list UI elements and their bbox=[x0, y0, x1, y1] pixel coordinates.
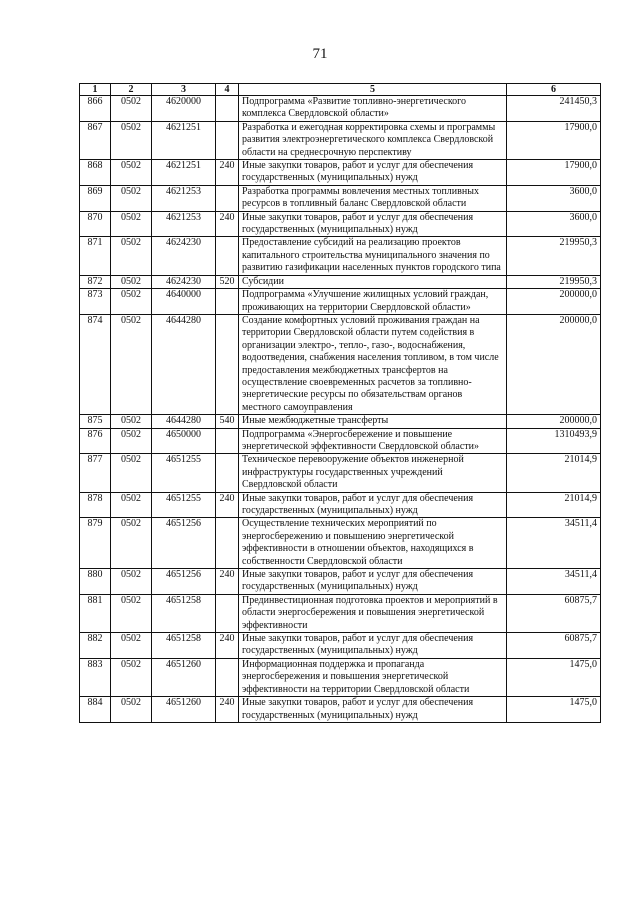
amount-cell: 200000,0 bbox=[507, 415, 601, 428]
amount-cell: 1475,0 bbox=[507, 658, 601, 696]
row-number-cell: 872 bbox=[80, 275, 111, 288]
description-cell: Иные закупки товаров, работ и услуг для обеспечения государственных (муниципальных) нужд bbox=[239, 211, 507, 237]
amount-cell: 34511,4 bbox=[507, 569, 601, 595]
row-number-cell: 877 bbox=[80, 454, 111, 492]
amount-cell: 219950,3 bbox=[507, 237, 601, 275]
expense-type-cell bbox=[216, 185, 239, 211]
section-code-cell: 0502 bbox=[111, 428, 152, 454]
section-code-cell: 0502 bbox=[111, 160, 152, 186]
table-row bbox=[80, 633, 601, 659]
description-cell: Иные закупки товаров, работ и услуг для обеспечения государственных (муниципальных) нужд bbox=[239, 569, 507, 595]
target-code-cell: 4651255 bbox=[152, 454, 216, 492]
row-number-cell: 878 bbox=[80, 492, 111, 518]
target-code-cell: 4651256 bbox=[152, 518, 216, 569]
table-row bbox=[80, 594, 601, 632]
description-cell: Субсидии bbox=[239, 275, 507, 288]
row-number-cell: 884 bbox=[80, 697, 111, 723]
expense-type-cell bbox=[216, 314, 239, 414]
row-number-cell: 867 bbox=[80, 121, 111, 159]
amount-cell: 17900,0 bbox=[507, 121, 601, 159]
section-code-cell: 0502 bbox=[111, 594, 152, 632]
expense-type-cell bbox=[216, 454, 239, 492]
description-cell: Техническое перевооружение объектов инженерной инфраструктуры государственных учреждений Свердловской области bbox=[239, 454, 507, 492]
description-cell: Подпрограмма «Развитие топливно-энергетического комплекса Свердловской области» bbox=[239, 96, 507, 122]
table-row bbox=[80, 658, 601, 696]
header-col-3: 3 bbox=[152, 84, 216, 96]
description-cell: Подпрограмма «Энергосбережение и повышение энергетической эффективности Свердловской области» bbox=[239, 428, 507, 454]
row-number-cell: 870 bbox=[80, 211, 111, 237]
section-code-cell: 0502 bbox=[111, 697, 152, 723]
table-row bbox=[80, 314, 601, 414]
description-cell: Предоставление субсидий на реализацию проектов капитального строительства муниципального значения по развитию газификации населенных пунктов городского типа bbox=[239, 237, 507, 275]
description-cell: Прединвестиционная подготовка проектов и мероприятий в области энергосбережения и повышения энергетической эффективности bbox=[239, 594, 507, 632]
expense-type-cell bbox=[216, 237, 239, 275]
expense-type-cell: 240 bbox=[216, 569, 239, 595]
description-cell: Иные закупки товаров, работ и услуг для обеспечения государственных (муниципальных) нужд bbox=[239, 633, 507, 659]
target-code-cell: 4620000 bbox=[152, 96, 216, 122]
table-row bbox=[80, 454, 601, 492]
row-number-cell: 871 bbox=[80, 237, 111, 275]
target-code-cell: 4640000 bbox=[152, 289, 216, 315]
section-code-cell: 0502 bbox=[111, 454, 152, 492]
amount-cell: 200000,0 bbox=[507, 289, 601, 315]
target-code-cell: 4624230 bbox=[152, 275, 216, 288]
amount-cell: 21014,9 bbox=[507, 454, 601, 492]
description-cell: Разработка программы вовлечения местных топливных ресурсов в топливный баланс Свердловской области bbox=[239, 185, 507, 211]
target-code-cell: 4651256 bbox=[152, 569, 216, 595]
target-code-cell: 4621251 bbox=[152, 121, 216, 159]
target-code-cell: 4621253 bbox=[152, 185, 216, 211]
amount-cell: 219950,3 bbox=[507, 275, 601, 288]
expense-type-cell bbox=[216, 428, 239, 454]
row-number-cell: 866 bbox=[80, 96, 111, 122]
header-col-2: 2 bbox=[111, 84, 152, 96]
expense-type-cell: 240 bbox=[216, 633, 239, 659]
header-col-6: 6 bbox=[507, 84, 601, 96]
target-code-cell: 4644280 bbox=[152, 415, 216, 428]
expense-type-cell: 240 bbox=[216, 160, 239, 186]
section-code-cell: 0502 bbox=[111, 314, 152, 414]
table-row bbox=[80, 569, 601, 595]
target-code-cell: 4621253 bbox=[152, 211, 216, 237]
table-row bbox=[80, 160, 601, 186]
target-code-cell: 4624230 bbox=[152, 237, 216, 275]
description-cell: Осуществление технических мероприятий по энергосбережению и повышению энергетической эффективности в отношении объектов, находящихся в собственности Свердловской области bbox=[239, 518, 507, 569]
table-row bbox=[80, 185, 601, 211]
amount-cell: 60875,7 bbox=[507, 594, 601, 632]
expense-type-cell bbox=[216, 96, 239, 122]
target-code-cell: 4621251 bbox=[152, 160, 216, 186]
budget-table bbox=[79, 83, 601, 723]
expense-type-cell: 240 bbox=[216, 492, 239, 518]
description-cell: Иные межбюджетные трансферты bbox=[239, 415, 507, 428]
description-cell: Создание комфортных условий проживания граждан на территории Свердловской области путем содействия в организации электро-, тепло-, газо-, водоснабжения, водоотведения, снабжения населения топливом, в том числе предоставления межбюджетных трансфертов на осуществление своевременных расчетов за топливно-энергетические ресурсы по обязательствам органов местного самоуправления bbox=[239, 314, 507, 414]
section-code-cell: 0502 bbox=[111, 633, 152, 659]
amount-cell: 1310493,9 bbox=[507, 428, 601, 454]
section-code-cell: 0502 bbox=[111, 185, 152, 211]
target-code-cell: 4651258 bbox=[152, 594, 216, 632]
table-row bbox=[80, 697, 601, 723]
description-cell: Информационная поддержка и пропаганда энергосбережения и повышения энергетической эффективности на территории Свердловской области bbox=[239, 658, 507, 696]
section-code-cell: 0502 bbox=[111, 569, 152, 595]
section-code-cell: 0502 bbox=[111, 492, 152, 518]
row-number-cell: 880 bbox=[80, 569, 111, 595]
amount-cell: 3600,0 bbox=[507, 211, 601, 237]
row-number-cell: 882 bbox=[80, 633, 111, 659]
description-cell: Иные закупки товаров, работ и услуг для обеспечения государственных (муниципальных) нужд bbox=[239, 160, 507, 186]
target-code-cell: 4651260 bbox=[152, 658, 216, 696]
target-code-cell: 4650000 bbox=[152, 428, 216, 454]
row-number-cell: 879 bbox=[80, 518, 111, 569]
row-number-cell: 883 bbox=[80, 658, 111, 696]
amount-cell: 200000,0 bbox=[507, 314, 601, 414]
expense-type-cell bbox=[216, 658, 239, 696]
expense-type-cell: 240 bbox=[216, 697, 239, 723]
expense-type-cell bbox=[216, 121, 239, 159]
section-code-cell: 0502 bbox=[111, 211, 152, 237]
expense-type-cell: 520 bbox=[216, 275, 239, 288]
amount-cell: 34511,4 bbox=[507, 518, 601, 569]
expense-type-cell bbox=[216, 594, 239, 632]
table-row bbox=[80, 518, 601, 569]
target-code-cell: 4644280 bbox=[152, 314, 216, 414]
row-number-cell: 868 bbox=[80, 160, 111, 186]
section-code-cell: 0502 bbox=[111, 289, 152, 315]
table-row bbox=[80, 237, 601, 275]
section-code-cell: 0502 bbox=[111, 415, 152, 428]
section-code-cell: 0502 bbox=[111, 658, 152, 696]
header-col-4: 4 bbox=[216, 84, 239, 96]
amount-cell: 17900,0 bbox=[507, 160, 601, 186]
section-code-cell: 0502 bbox=[111, 275, 152, 288]
row-number-cell: 873 bbox=[80, 289, 111, 315]
target-code-cell: 4651255 bbox=[152, 492, 216, 518]
expense-type-cell: 540 bbox=[216, 415, 239, 428]
table-row bbox=[80, 415, 601, 428]
row-number-cell: 881 bbox=[80, 594, 111, 632]
target-code-cell: 4651258 bbox=[152, 633, 216, 659]
description-cell: Разработка и ежегодная корректировка схемы и программы развития электроэнергетического комплекса Свердловской области на среднесрочную перспективу bbox=[239, 121, 507, 159]
expense-type-cell bbox=[216, 289, 239, 315]
expense-type-cell: 240 bbox=[216, 211, 239, 237]
description-cell: Иные закупки товаров, работ и услуг для обеспечения государственных (муниципальных) нужд bbox=[239, 697, 507, 723]
expense-type-cell bbox=[216, 518, 239, 569]
section-code-cell: 0502 bbox=[111, 121, 152, 159]
amount-cell: 241450,3 bbox=[507, 96, 601, 122]
description-cell: Иные закупки товаров, работ и услуг для обеспечения государственных (муниципальных) нужд bbox=[239, 492, 507, 518]
table-row bbox=[80, 121, 601, 159]
table-row bbox=[80, 428, 601, 454]
amount-cell: 1475,0 bbox=[507, 697, 601, 723]
row-number-cell: 874 bbox=[80, 314, 111, 414]
section-code-cell: 0502 bbox=[111, 518, 152, 569]
page-number: 71 bbox=[312, 46, 328, 62]
table-row bbox=[80, 275, 601, 288]
amount-cell: 21014,9 bbox=[507, 492, 601, 518]
table-row bbox=[80, 96, 601, 122]
section-code-cell: 0502 bbox=[111, 96, 152, 122]
table-header-row bbox=[80, 84, 601, 96]
amount-cell: 60875,7 bbox=[507, 633, 601, 659]
target-code-cell: 4651260 bbox=[152, 697, 216, 723]
amount-cell: 3600,0 bbox=[507, 185, 601, 211]
table-row bbox=[80, 492, 601, 518]
row-number-cell: 875 bbox=[80, 415, 111, 428]
description-cell: Подпрограмма «Улучшение жилищных условий граждан, проживающих на территории Свердловской области» bbox=[239, 289, 507, 315]
row-number-cell: 869 bbox=[80, 185, 111, 211]
table-body bbox=[80, 96, 601, 723]
table-row bbox=[80, 211, 601, 237]
section-code-cell: 0502 bbox=[111, 237, 152, 275]
header-col-5: 5 bbox=[239, 84, 507, 96]
row-number-cell: 876 bbox=[80, 428, 111, 454]
table-row bbox=[80, 289, 601, 315]
header-col-1: 1 bbox=[80, 84, 111, 96]
